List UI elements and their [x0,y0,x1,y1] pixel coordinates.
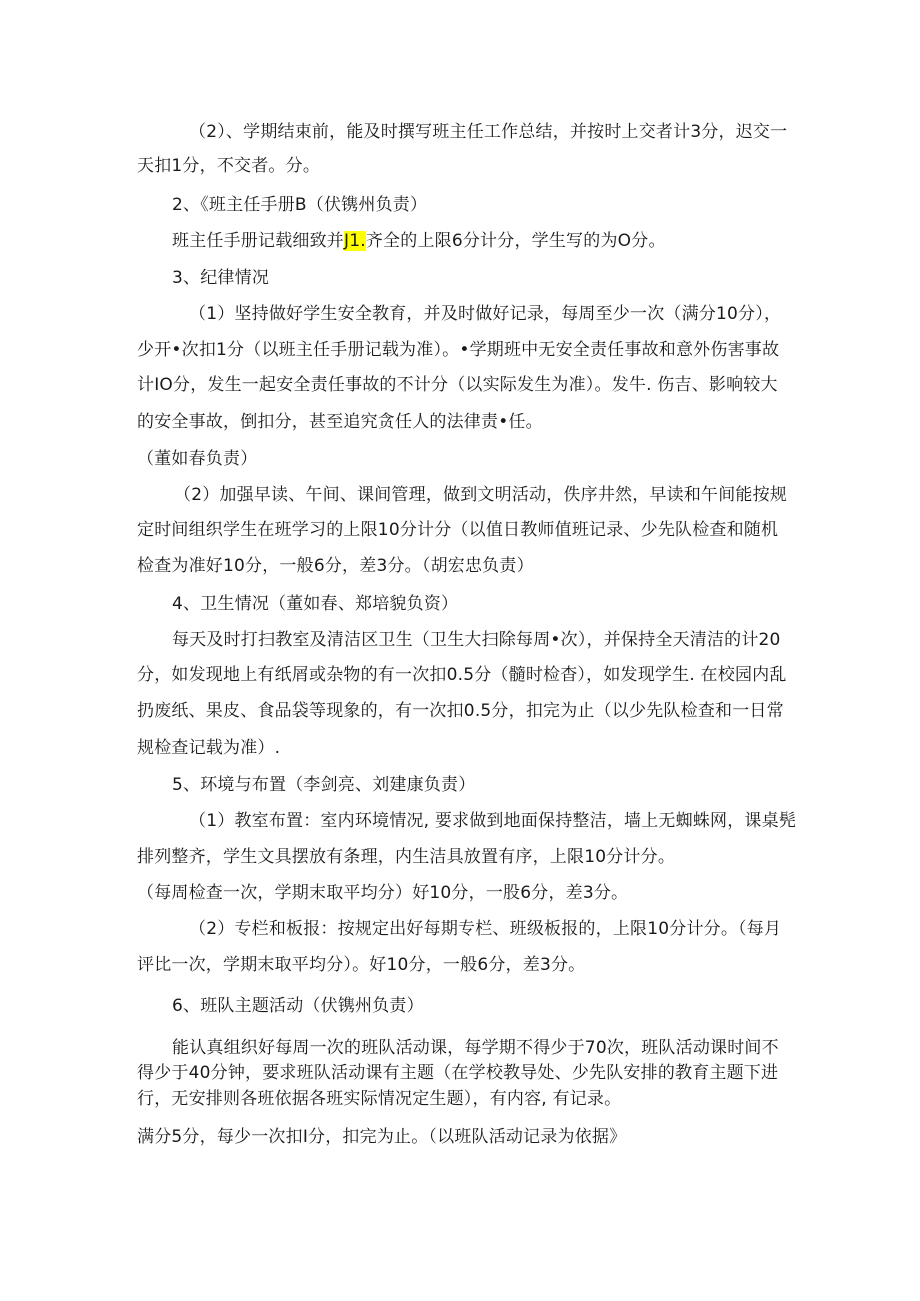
paragraph-line: 的安全事故，倒扣分，甚至追究贪任人的法律责•任。 [137,412,543,432]
paragraph-line: 排列整齐，学生文具摆放有条理，内生洁具放置有序，上限10分计分。 [137,847,676,867]
paragraph-line: 定时间组织学生在班学习的上限10分计分（以值日教师值班记录、少先队检查和随机 [137,520,779,540]
paragraph-line: （1）教室布置：室内环境情况, 要求做到地面保持整洁，墙上无蜘蛛网，课桌髡 [189,811,797,831]
paragraph-line: （2）、学期结束前，能及时撰写班主任工作总结，并按时上交者计3分，迟交一 [189,122,788,142]
paragraph-line: 评比一次，学期末取平均分）。好10分，一般6分，差3分。 [137,955,586,975]
section-heading: 4、卫生情况（董如春、郑培貌负资） [172,594,459,614]
paragraph-line: （2）加强早读、午间、课间管理，做到文明活动，佚序井然，早读和午间能按规 [174,485,788,505]
text-segment: 齐全的上限6分计分，学生写的为O分。 [365,231,666,251]
paragraph-line: 行，无安排则各班依据各班实际情况定生题），有内容, 有记录。 [137,1089,622,1109]
paragraph-line: 规检查记载为准）. [137,738,281,758]
paragraph-line: 能认真组织好每周一次的班队活动课，每学期不得少于70次，班队活动课时间不 [172,1038,779,1058]
section-heading: 5、环境与布置（李剑亮、刘建康负责） [172,775,476,795]
paragraph-line [172,229,666,253]
responsible-note: （董如春负责） [137,449,258,469]
section-heading: 6、班队主题活动（伏镌州负责） [172,996,424,1016]
paragraph-line: （每周检查一次，学期末取平均分）好10分，一股6分，差3分。 [137,883,629,903]
section-heading: 2、《班主任手册B（伏镌州负责） [172,195,428,215]
text-segment: 班主任手册记载细致并 [172,231,344,251]
paragraph-line: 扔废纸、果皮、食品袋等现象的，有一次扣0.5分，扣完为止（以少先队检查和一日常 [137,701,784,721]
section-heading: 3、纪律情况 [172,268,270,288]
paragraph-line: （1）坚持做好学生安全教育，并及时做好记录，每周至少一次（满分10分）， [189,304,782,324]
highlighted-text: J1. [344,231,366,251]
paragraph-line: 满分5分，每少一次扣I分，扣完为止。（以班队活动记录为依据》 [137,1127,627,1147]
paragraph-line: 少开•次扣1分（以班主任手册记载为准）。•学期班中无安全责任事故和意外伤害事故 [137,340,780,360]
paragraph-line: 得少于40分钟，要求班队活动课有主题（在学校教导处、少先队安排的教育主题下进 [137,1063,779,1083]
paragraph-line: 检查为准好10分，一般6分，差3分。（胡宏忠负责） [137,556,534,576]
paragraph-line: （2）专栏和板报：按规定出好每期专栏、班级板报的，上限10分计分。（每月 [189,919,782,939]
paragraph-line: 计IO分，发生一起安全责任事故的不计分（以实际发生为准）。发牛. 伤吉、影响较大 [137,375,778,395]
paragraph-line: 分，如发现地上有纸屑或杂物的有一次扣0.5分（髓时检杳），如发现学生. 在校园内乱 [137,665,787,685]
paragraph-line: 每天及时打扫教室及清洁区卫生（卫生大扫除每周•次），并保持全天清洁的计20 [172,630,781,650]
paragraph-line: 天扣1分，不交者。分。 [137,156,321,176]
